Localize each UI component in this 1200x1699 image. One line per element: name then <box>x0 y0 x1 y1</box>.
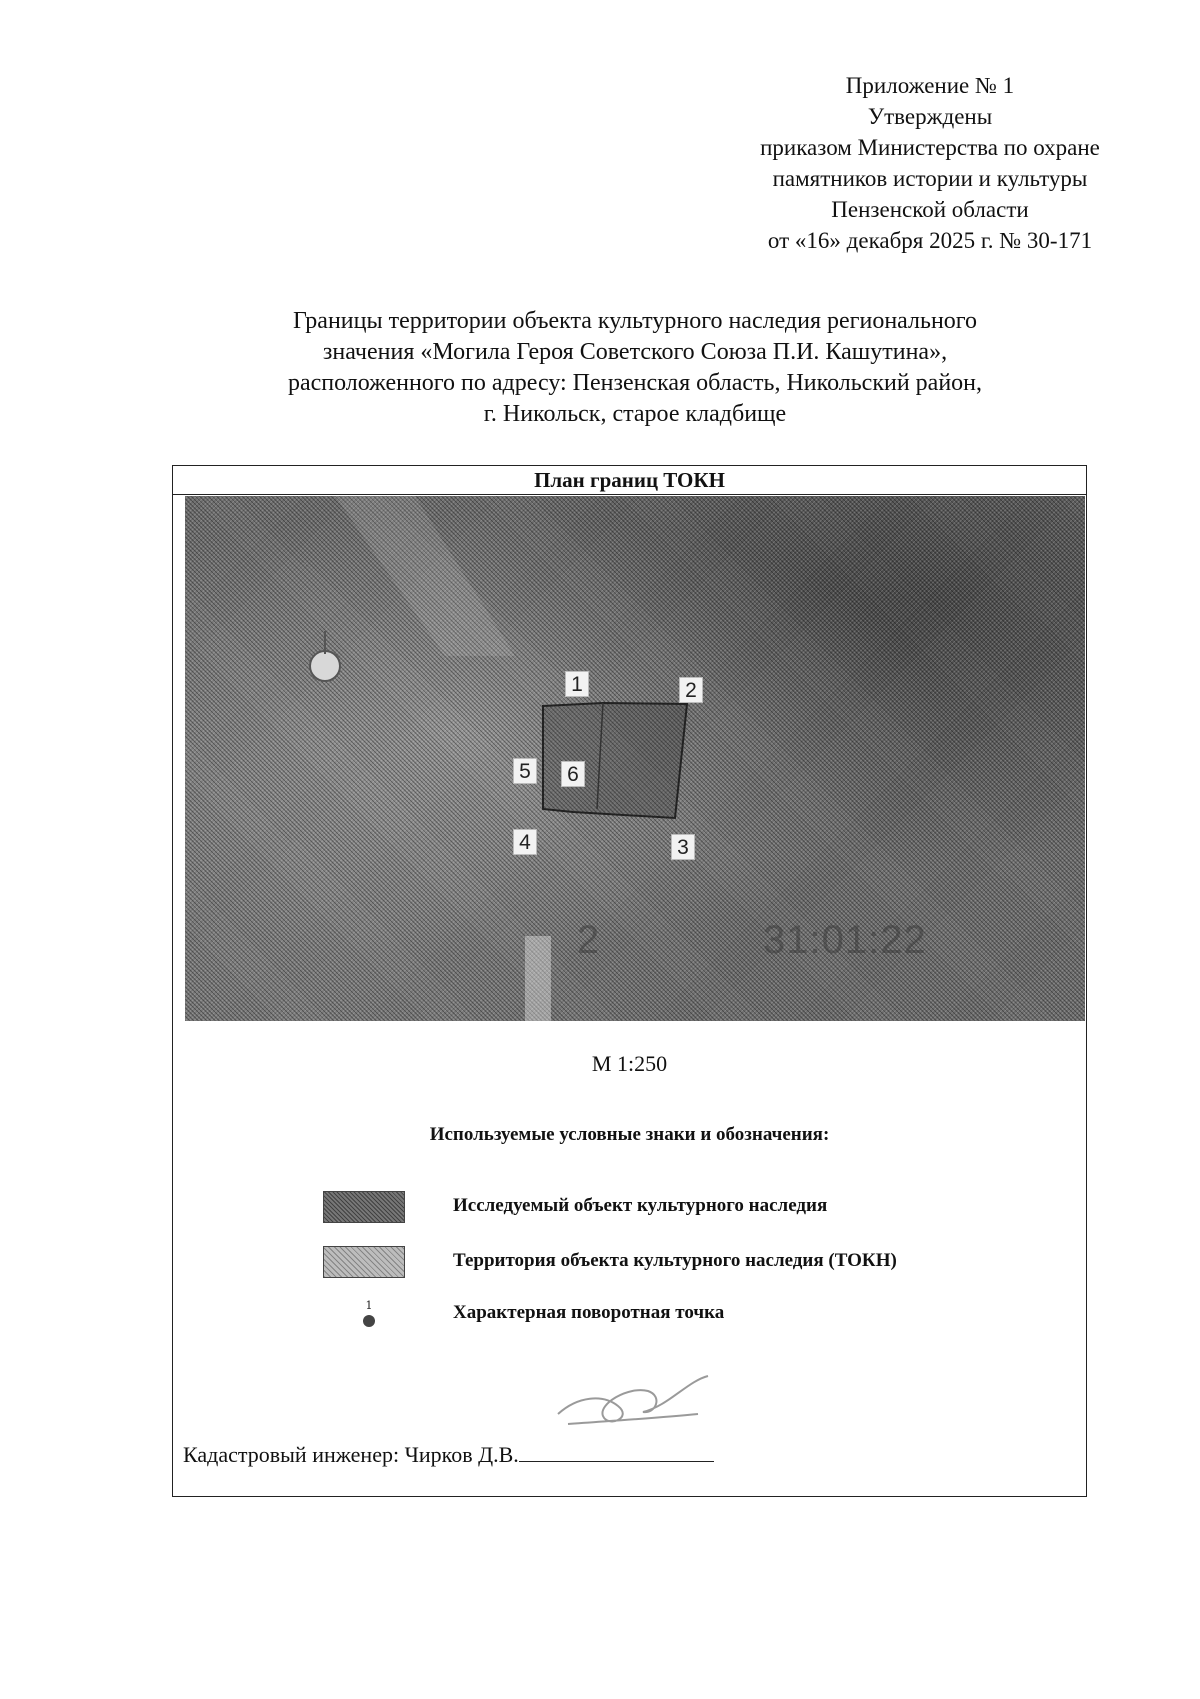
order-line-3: Пензенской области <box>831 197 1029 222</box>
title-line-2: значения «Могила Героя Советского Союза П.И. Кашутина», <box>322 339 948 365</box>
signature-image <box>548 1366 718 1436</box>
point-label-3: 3 <box>671 834 695 860</box>
order-date-number: от «16» декабря 2025 г. № 30-171 <box>767 228 1093 253</box>
approved-label: Утверждены <box>867 104 993 129</box>
light-strip <box>335 496 515 656</box>
document-title <box>160 306 1110 430</box>
boundary-overlay <box>185 496 1085 1021</box>
location-marker-icon <box>310 651 340 681</box>
plan-frame <box>172 465 1087 1497</box>
point-label-4: 4 <box>513 829 537 855</box>
territory-swatch <box>323 1246 405 1278</box>
point-label-1: 1 <box>565 671 589 697</box>
legend-title: Используемые условные знаки и обозначения: <box>429 1124 830 1145</box>
title-line-4: г. Никольск, старое кладбище <box>483 401 787 427</box>
turning-point-number: 1 <box>365 1299 373 1312</box>
legend-label-territory: Территория объекта культурного наследия (ТОКН) <box>453 1250 897 1271</box>
point-label-6: 6 <box>561 761 585 787</box>
appendix-number: Приложение № 1 <box>845 73 1015 98</box>
approval-block <box>690 70 1170 256</box>
point-label-5: 5 <box>513 758 537 784</box>
aerial-map <box>185 496 1085 1021</box>
title-line-1: Границы территории объекта культурного наследия регионального <box>292 308 978 334</box>
path-highlight <box>525 936 551 1021</box>
engineer-label: Кадастровый инженер: Чирков Д.В. <box>183 1442 519 1467</box>
legend-label-object: Исследуемый объект культурного наследия <box>453 1195 828 1216</box>
title-line-3: расположенного по адресу: Пензенская область, Никольский район, <box>287 370 983 396</box>
signature-line <box>519 1441 714 1462</box>
turning-point-dot <box>363 1315 375 1327</box>
legend-label-point: Характерная поворотная точка <box>453 1302 725 1323</box>
signature-stroke <box>558 1376 708 1424</box>
map-cadastral-number: 31:01:22 <box>763 918 927 962</box>
object-swatch <box>323 1191 405 1223</box>
plan-header: План границ ТОКН <box>173 466 1086 495</box>
map-parcel-number: 2 <box>577 918 601 962</box>
point-label-2: 2 <box>679 677 703 703</box>
turning-point-icon <box>361 1298 377 1330</box>
order-line-2: памятников истории и культуры <box>772 166 1088 191</box>
cadastral-engineer <box>183 1441 714 1468</box>
order-line-1: приказом Министерства по охране <box>760 135 1100 160</box>
map-scale: М 1:250 <box>591 1051 668 1076</box>
